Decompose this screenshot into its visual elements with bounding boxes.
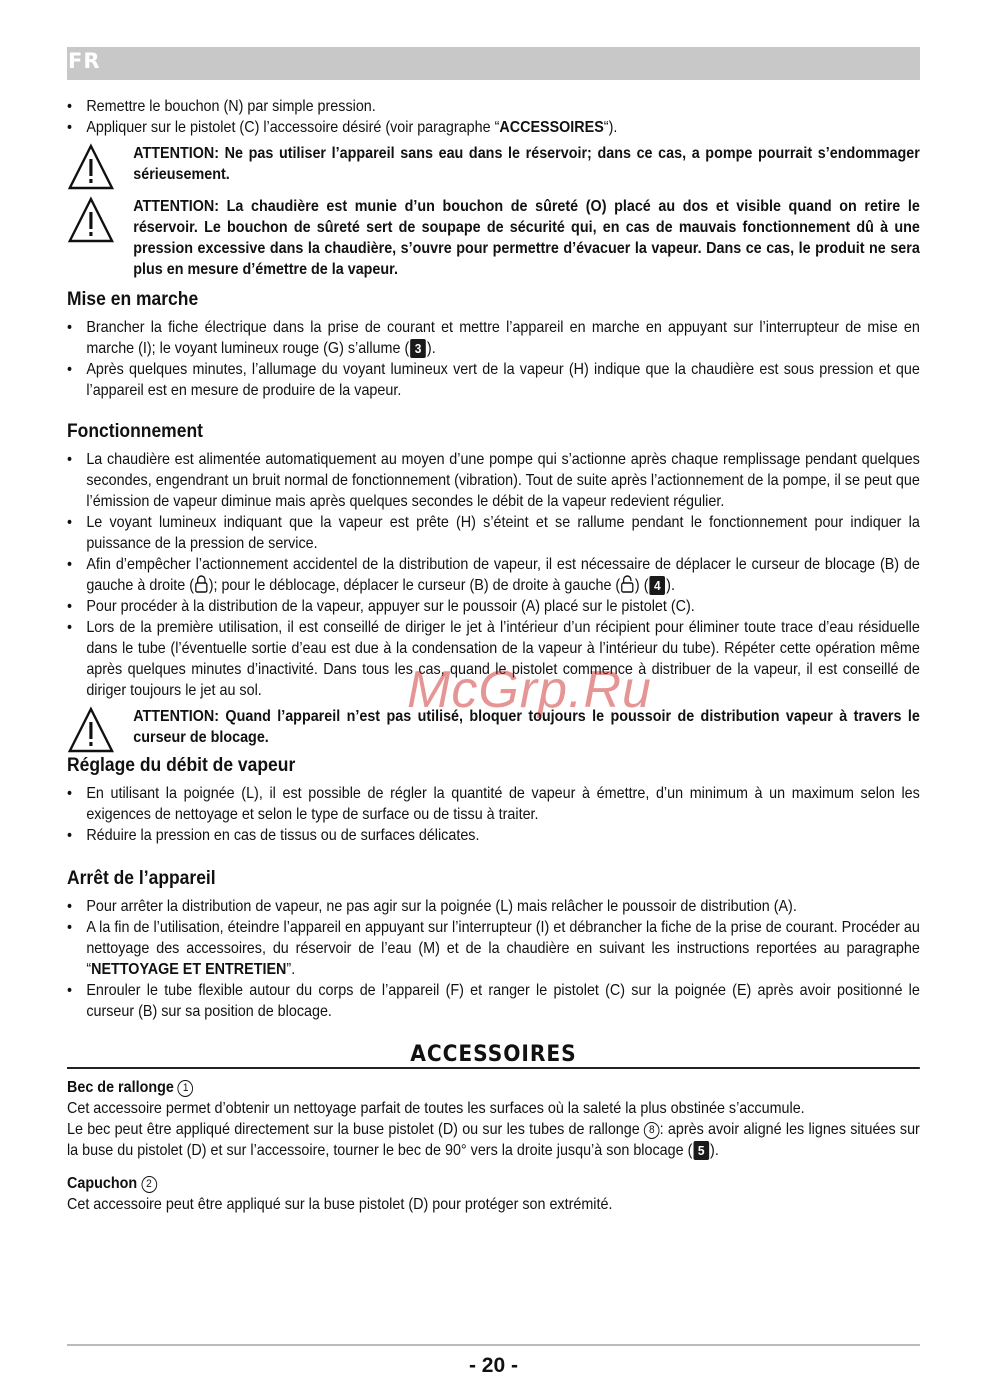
warning-triangle-icon — [67, 143, 115, 191]
text: ). — [710, 1142, 719, 1159]
content — [67, 96, 920, 1215]
text: Afin d’empêcher l’actionnement accidentel de la distribution de vapeur, il est nécessaire de déplacer le curseur de blocage (B) de gauche à droite ( — [86, 556, 920, 594]
warning-text: ATTENTION: Quand l’appareil n’est pas utilisé, bloquer toujours le poussoir de distribution vapeur à travers le curseur de blocage. — [133, 708, 920, 746]
text: ”. — [286, 961, 296, 978]
paragraph: Cet accessoire peut être appliqué sur la buse pistolet (D) pour protéger son extrémité. — [67, 1196, 613, 1213]
warning-text: ATTENTION: La chaudière est munie d’un bouchon de sûreté (O) placé au dos et visible quand on retire le réservoir. Le bouchon de sûreté sert de soupape de sécurité qui, en cas de mauvais fonctionnement dû à une pression excessive dans la chaudière, s’ouvre pour permettre d’évacuer la vapeur. Dans ce cas, le produit ne sera plus en mesure d’émettre de la vapeur. — [133, 198, 920, 278]
section-title: Réglage du débit de vapeur — [67, 755, 296, 776]
item-number: 8 — [644, 1122, 660, 1139]
list-item: • Réduire la pression en cas de tissus ou de surfaces délicates. — [67, 825, 920, 846]
watermark: McGrp.Ru — [407, 661, 652, 719]
list-item: • Pour arrêter la distribution de vapeur, ne pas agir sur la poignée (L) mais relâcher le poussoir de distribution (A). — [67, 896, 920, 917]
list-item — [67, 317, 920, 359]
figure-badge: 4 — [649, 576, 665, 595]
subsection-title: Capuchon — [67, 1175, 138, 1192]
bullet-list — [67, 783, 920, 846]
warning-triangle-icon — [67, 196, 115, 244]
capuchon-block — [67, 1173, 920, 1215]
bec-block — [67, 1077, 920, 1161]
text: Le bec peut être appliqué directement sur la buse pistolet (D) ou sur les tubes de rallonge — [67, 1121, 640, 1138]
list-item: • Après quelques minutes, l’allumage du voyant lumineux vert de la vapeur (H) indique que la chaudière est sous pression et que l’appareil est en mesure de produire de la vapeur. — [67, 359, 920, 401]
footer-divider — [67, 1344, 920, 1346]
warning-triangle-icon — [67, 706, 115, 754]
intro-list — [67, 96, 920, 138]
list-item: • La chaudière est alimentée automatiquement au moyen d’une pompe qui s’actionne après chaque remplissage pendant quelques secondes, engendrant un bruit normal de fonctionnement (vibration). Tout de suite après l’actionnement de la pompe, il se peut que l’émission de vapeur diminue mais après quelques secondes le débit de la vapeur redevient régulier. — [67, 449, 920, 512]
warning-text: ATTENTION: Ne pas utiliser l’appareil sans eau dans le réservoir; dans ce cas, a pompe pourrait s’endommager sérieusement. — [133, 145, 920, 183]
text: Appliquer sur le pistolet (C) l’accessoire désiré (voir paragraphe “ — [86, 119, 500, 136]
header-bar — [67, 47, 920, 80]
text: “). — [603, 119, 618, 136]
list-item — [67, 117, 920, 138]
text: : après avoir aligné les lignes situées sur la buse du pistolet (D) et sur l’accessoire, tourner le bec de 90° vers la droite jusqu’à son blocage ( — [67, 1121, 920, 1159]
warning-block — [67, 196, 920, 280]
paragraph: Cet accessoire permet d’obtenir un nettoyage parfait de toutes les surfaces où la saleté la plus obstinée s’accumule. — [67, 1100, 805, 1117]
warning-block — [67, 143, 920, 185]
list-item: • Remettre le bouchon (N) par simple pression. — [67, 96, 920, 117]
lock-open-icon — [621, 575, 634, 593]
section-title: Mise en marche — [67, 289, 199, 310]
subsection-title: Bec de rallonge — [67, 1079, 174, 1096]
text: ) ( — [634, 577, 649, 594]
list-item: • Le voyant lumineux indiquant que la vapeur est prête (H) s’éteint et se rallume pendant le fonctionnement pour indiquer la puissance de la pression de service. — [67, 512, 920, 554]
bec-heading — [67, 1077, 920, 1098]
bold-text: ACCESSOIRES — [499, 119, 604, 136]
bullet-list — [67, 896, 920, 1022]
section-reglage — [67, 754, 920, 846]
page-number: - 20 - — [468, 1354, 518, 1377]
section-title: Arrêt de l’appareil — [67, 868, 216, 889]
list-item: • En utilisant la poignée (L), il est possible de régler la quantité de vapeur à émettre, d’un minimum à un maximum selon les exigences de nettoyage et selon le type de surface ou de tissu à traiter. — [67, 783, 920, 825]
list-item: • Enrouler le tube flexible autour du corps de l’appareil (F) et ranger le pistolet (C) sur la poignée (E) après avoir positionné le curseur (B) sur sa position de blocage. — [67, 980, 920, 1022]
list-item — [67, 917, 920, 980]
text: ). — [426, 340, 436, 357]
section-mise-en-marche — [67, 288, 920, 401]
lock-closed-icon — [195, 575, 208, 593]
text: Brancher la fiche électrique dans la prise de courant et mettre l’appareil en marche en appuyant sur l’interrupteur de mise en marche (I); le voyant lumineux rouge (G) s’allume ( — [86, 319, 920, 357]
accessoires-title: ACCESSOIRES — [67, 1044, 920, 1069]
text: ). — [666, 577, 675, 594]
list-item: • Pour procéder à la distribution de la vapeur, appuyer sur le poussoir (A) placé sur le pistolet (C). — [67, 596, 920, 617]
item-number: 1 — [178, 1080, 194, 1097]
paragraph — [67, 1119, 920, 1161]
bullet-list — [67, 317, 920, 401]
text: A la fin de l’utilisation, éteindre l’appareil en appuyant sur l’interrupteur (I) et débrancher la fiche de la prise de courant. Procéder au nettoyage des accessoires, du réservoir de l’eau (M) et de la chaudière en suivant les instructions reportées au paragraphe “ — [86, 919, 920, 978]
capuchon-heading — [67, 1173, 920, 1194]
section-arret — [67, 867, 920, 1022]
figure-badge: 5 — [693, 1141, 709, 1160]
page — [67, 0, 920, 1400]
list-item: • Lors de la première utilisation, il est conseillé de diriger le jet à l’intérieur d’un récipient pour éliminer toute trace d’eau résiduelle dans le tube (l’éventuelle sortie d’eau est due à la condensation de la vapeur à l’intérieur du tube). Répéter cette opération même après quelques minutes d’inactivité. Dans tous les cas, quand le pistolet commence à distribuer de la vapeur, il est conseillé de diriger toujours le jet au sol. — [67, 617, 920, 701]
section-title: Fonctionnement — [67, 421, 203, 442]
list-item — [67, 554, 920, 596]
figure-badge: 3 — [410, 339, 426, 358]
language-label: FR — [68, 49, 101, 73]
section-fonctionnement — [67, 420, 920, 701]
text: ); pour le déblocage, déplacer le curseur (B) de droite à gauche ( — [208, 577, 621, 594]
bold-text: NETTOYAGE ET ENTRETIEN — [91, 961, 287, 978]
item-number: 2 — [141, 1176, 157, 1193]
